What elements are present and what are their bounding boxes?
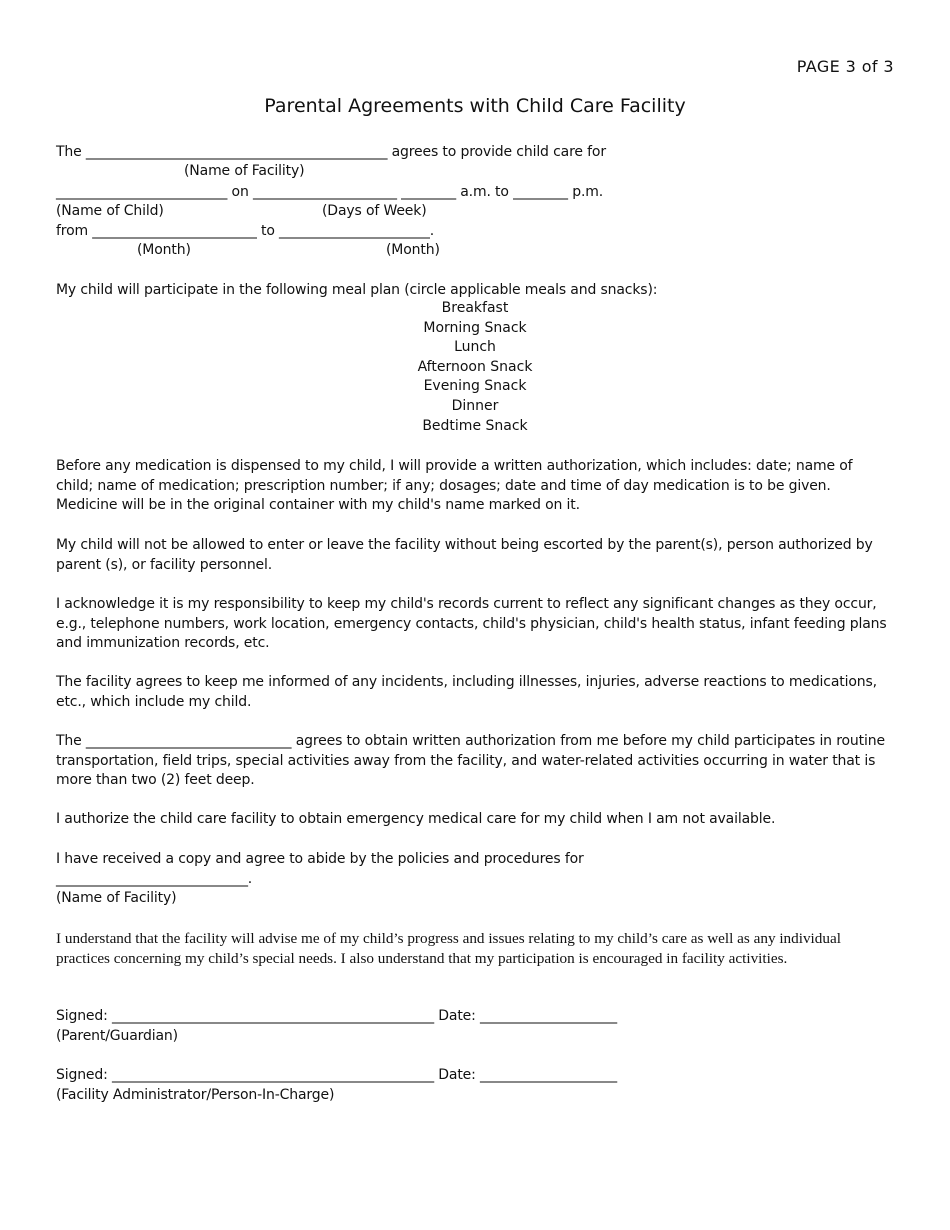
meal-item: Bedtime Snack (422, 417, 528, 434)
meal-item: Evening Snack (423, 378, 527, 395)
policies-facility-blank: ____________________________. (56, 871, 253, 887)
policies-line: I have received a copy and agree to abide by the policies and procedures for (56, 851, 584, 867)
meal-plan-intro: My child will participate in the following meal plan (circle applicable meals and snacks): (56, 282, 658, 298)
authorization-paragraph: The ______________________________ agrees to obtain written authorization from me before my child participates in routine transportation, field trips, special activities away from the facility, and water-related activities occurring in water that is more than two (2) feet deep. (56, 733, 885, 789)
parent-signature-line: Signed: _______________________________________________ Date: ____________________ (56, 1008, 617, 1024)
page-number: PAGE 3 of 3 (796, 57, 894, 76)
records-paragraph: I acknowledge it is my responsibility to keep my child's records current to reflect any significant changes as they occur, e.g., telephone numbers, work location, emergency contacts, child's physician, child's health status, infant feeding plans and immunization records, etc. (56, 596, 887, 652)
start-month-caption: (Month) (137, 242, 191, 258)
meal-item: Afternoon Snack (417, 358, 533, 375)
month-range-line: from ________________________ to ______________________. (56, 223, 435, 239)
page-title: Parental Agreements with Child Care Facility (264, 95, 686, 117)
meal-item: Lunch (454, 339, 496, 356)
child-schedule-line: _________________________ on _____________________ ________ a.m. to ________ p.m. (56, 184, 604, 200)
medication-paragraph: Before any medication is dispensed to my child, I will provide a written authorization, which includes: date; name of child; name of medication; prescription number; if any; dosages; date and time of day medication is to be given. Medicine will be in the original container with my child's name marked on it. (56, 458, 853, 514)
administrator-signature-line: Signed: _______________________________________________ Date: ____________________ (56, 1067, 617, 1083)
days-of-week-caption: (Days of Week) (322, 203, 427, 219)
progress-paragraph: I understand that the facility will advise me of my child’s progress and issues relating to my child’s care as well as any individual practices concerning my child’s special needs. I also understand that my participation is encouraged in facility activities. (56, 930, 841, 967)
meal-item: Breakfast (441, 300, 509, 316)
meal-item: Dinner (451, 397, 499, 414)
child-name-caption: (Name of Child) (56, 203, 164, 219)
meal-plan-list (0, 299, 950, 436)
emergency-paragraph: I authorize the child care facility to obtain emergency medical care for my child when I am not available. (56, 811, 776, 827)
meal-item: Morning Snack (423, 319, 527, 336)
facility-care-line: The ____________________________________________ agrees to provide child care for (56, 144, 606, 160)
parent-signature-caption: (Parent/Guardian) (56, 1028, 178, 1044)
administrator-signature-caption: (Facility Administrator/Person-In-Charge) (56, 1087, 335, 1103)
facility-name-caption: (Name of Facility) (184, 163, 305, 179)
incidents-paragraph: The facility agrees to keep me informed of any incidents, including illnesses, injuries, adverse reactions to medications, etc., which include my child. (56, 674, 877, 710)
policies-facility-caption: (Name of Facility) (56, 890, 177, 906)
escort-paragraph: My child will not be allowed to enter or leave the facility without being escorted by the parent(s), person authorized by parent (s), or facility personnel. (56, 537, 873, 573)
end-month-caption: (Month) (386, 242, 440, 258)
